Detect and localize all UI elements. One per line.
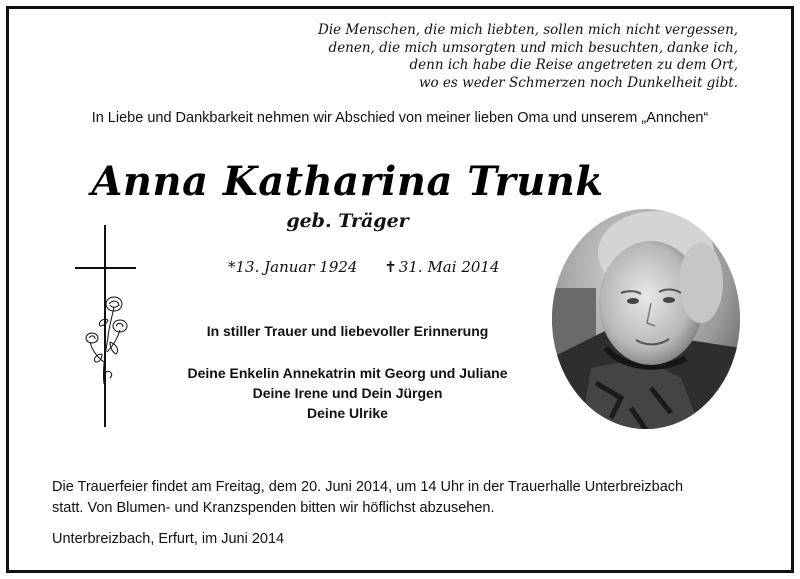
poem [318, 22, 738, 92]
mourner: Deine Ulrike [307, 405, 388, 421]
intro-text: In Liebe und Dankbarkeit nehmen wir Abschied von meiner lieben Oma und unserem „Annchen“ [91, 110, 709, 126]
mourner: Deine Irene und Dein Jürgen [252, 385, 443, 401]
death-date: 31. Mai 2014 [398, 258, 500, 276]
birth-date: *13. Januar 1924 [228, 258, 358, 276]
poem-line: wo es weder Schmerzen noch Dunkelheit gibt. [418, 74, 738, 91]
maiden-name: geb. Träger [286, 210, 409, 232]
cross-bar [75, 267, 136, 269]
funeral-line: Die Trauerfeier findet am Freitag, dem 20. Juni 2014, um 14 Uhr in der Trauerhalle Unterbreizbach [52, 479, 684, 495]
mourning-line: In stiller Trauer und liebevoller Erinnerung [206, 323, 489, 339]
funeral-info [52, 477, 752, 519]
death-cross-symbol: ✝ [384, 258, 397, 276]
poem-line: denn ich habe die Reise angetreten zu dem Ort, [409, 57, 738, 73]
poem-line: Die Menschen, die mich liebten, sollen mich nicht vergessen, [318, 22, 739, 38]
mourner: Deine Enkelin Annekatrin mit Georg und Juliane [187, 365, 508, 381]
funeral-line: statt. Von Blumen- und Kranzspenden bitten wir höflichst abzusehen. [52, 500, 495, 516]
place-date: Unterbreizbach, Erfurt, im Juni 2014 [52, 531, 285, 547]
life-dates [228, 258, 500, 276]
poem-line: denen, die mich umsorgten und mich besuchten, danke ich, [328, 39, 738, 56]
portrait-photo [551, 208, 741, 430]
deceased-name: Anna Katharina Trunk [91, 158, 604, 205]
